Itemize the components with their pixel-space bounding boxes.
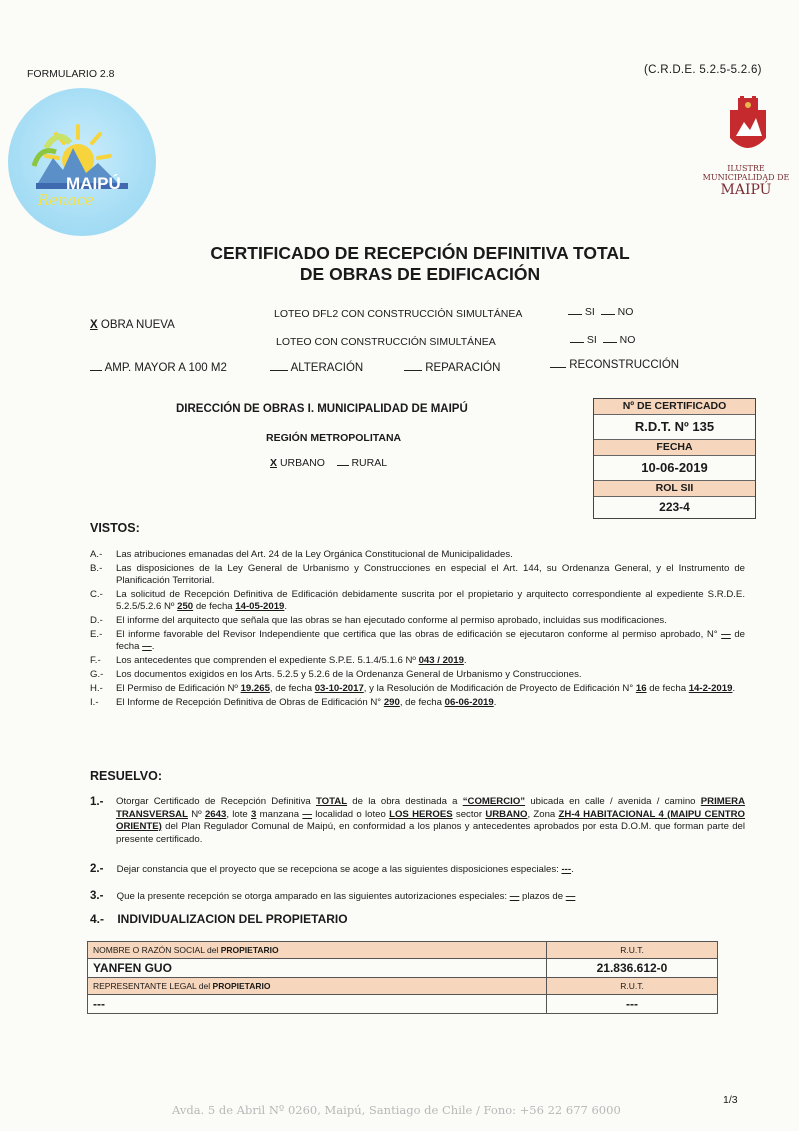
logo-graphic-icon — [8, 88, 156, 236]
item-text: El Permiso de Edificación Nº — [116, 683, 238, 694]
maipu-renace-logo — [8, 88, 156, 236]
vistos-item-i — [90, 697, 745, 709]
rep-rut-value: --- — [547, 995, 718, 1014]
item-text: plazos de — [522, 891, 564, 902]
crest-line-2: MUNICIPALIDAD DE — [702, 173, 790, 182]
resuelvo-item-1 — [90, 796, 745, 846]
spe-number: 043 / 2019 — [418, 655, 464, 666]
rural-label: RURAL — [351, 457, 388, 469]
table-row — [88, 995, 718, 1014]
loteo-cons-options — [570, 334, 635, 346]
crest-line-3: MAIPÚ — [720, 182, 772, 198]
si-label: SI — [584, 306, 595, 318]
item-text: . — [732, 683, 736, 694]
item-text: , de fecha — [269, 683, 313, 694]
item-text: . — [571, 864, 574, 875]
option-alteracion — [270, 362, 363, 374]
item-text: , y la Resolución de Modificación de Proyecto de Edificación N° — [363, 683, 634, 694]
item-text: . — [463, 655, 467, 666]
item-key: C.- — [90, 589, 103, 600]
zona-value: ZH-4 HABITACIONAL 4 (MAIPU CENTRO ORIENTE) — [116, 808, 746, 832]
owner-section-title: INDIVIDUALIZACION DEL PROPIETARIO — [117, 912, 348, 926]
rep-name-value: --- — [88, 995, 547, 1014]
owner-name-header — [88, 942, 547, 959]
cert-num-value: R.D.T. Nº 135 — [594, 415, 755, 440]
vistos-list — [90, 549, 745, 709]
vistos-item-f — [90, 655, 745, 667]
permiso-number: 19.265 — [240, 683, 270, 694]
item-text: , de fecha — [399, 697, 442, 708]
item-key: 3.- — [90, 890, 104, 902]
header-text: REPRESENTANTE LEGAL del — [93, 981, 211, 991]
lote-value: 3 — [251, 808, 257, 820]
vistos-item-e — [90, 629, 745, 653]
item-key: E.- — [90, 629, 103, 640]
item-text: La solicitud de Recepción Definitiva de Edificación debidamente suscrita por el propietario y arquitecto correspondiente al expediente S.R.D.E. 5.2.5/5.2.6 Nº — [116, 589, 745, 612]
informe-date: 06-06-2019 — [444, 697, 494, 708]
cert-rol-value: 223-4 — [659, 500, 690, 514]
crest-line-1: ILUSTRE — [727, 164, 765, 173]
item-text: . — [151, 641, 155, 652]
title-line-1: CERTIFICADO DE RECEPCIÓN DEFINITIVA TOTAL — [210, 243, 630, 263]
resuelvo-item-3 — [90, 890, 575, 903]
owner-name-value: YANFEN GUO — [88, 959, 547, 978]
item-text: Dejar constancia que el proyecto que se recepciona se acoge a las siguientes disposiciones especiales: — [116, 864, 559, 875]
vistos-heading: VISTOS: — [90, 521, 140, 535]
item-text: Nº — [191, 808, 202, 820]
item-text: de fecha — [195, 601, 233, 612]
disposiciones-value: --- — [561, 864, 572, 875]
permiso-date: 03-10-2017 — [314, 683, 364, 694]
loteo-dfl2-options — [568, 306, 633, 318]
header-text-bold: PROPIETARIO — [212, 981, 271, 991]
form-code: FORMULARIO 2.8 — [27, 68, 115, 80]
item-key: B.- — [90, 563, 103, 574]
no-label: NO — [617, 306, 634, 318]
owner-rut-header: R.U.T. — [547, 942, 718, 959]
item-text: de la obra destinada a — [352, 796, 458, 807]
cert-fecha-value: 10-06-2019 — [594, 456, 755, 481]
vistos-item-g — [90, 669, 745, 681]
obra-nueva-label: OBRA NUEVA — [100, 319, 175, 331]
calle-value: PRIMERA TRANSVERSAL — [116, 796, 746, 820]
item-key: 4.- — [90, 912, 105, 926]
item-text: Los antecedentes que comprenden el expediente S.P.E. 5.1.4/5.1.6 Nº — [116, 655, 416, 666]
item-text: . — [493, 697, 497, 708]
rep-name-header — [88, 978, 547, 995]
si-label: SI — [586, 334, 597, 346]
vistos-item-h — [90, 683, 745, 695]
recepcion-tipo: TOTAL — [315, 796, 348, 807]
option-reconstruccion — [550, 359, 679, 371]
item-text: El informe del arquitecto que señala que las obras se han ejecutado conforme al permiso aprobado, incluidas sus modificaciones. — [116, 615, 667, 626]
cert-rol-label: ROL SII — [594, 481, 755, 497]
item-text: del Plan Regulador Comunal de Maipú, en conformidad a los planos y antecedentes aprobados por esta D.O.M. que forman parte del presente certificado. — [116, 821, 746, 845]
cert-num-label: Nº DE CERTIFICADO — [594, 399, 755, 415]
option-amp-mayor — [90, 362, 227, 374]
modificacion-date: 14-2-2019 — [688, 683, 733, 694]
item-key: G.- — [90, 669, 104, 680]
loteo-value: LOS HEROES — [389, 808, 453, 820]
loteo-dfl2-label: LOTEO DFL2 CON CONSTRUCCIÓN SIMULTÁNEA — [274, 308, 523, 320]
resuelvo-1-text — [90, 796, 745, 846]
item-text: Otorgar Certificado de Recepción Definitiva — [116, 796, 311, 807]
obra-nueva-mark: X — [90, 319, 98, 331]
vistos-item-b — [90, 563, 745, 587]
expediente-number: 250 — [177, 601, 194, 612]
item-key: I.- — [90, 697, 99, 708]
item-text: localidad o loteo — [315, 808, 386, 820]
item-text: Que la presente recepción se otorga amparado en las siguientes autorizaciones especiales: — [116, 891, 508, 902]
header-text: NOMBRE O RAZÓN SOCIAL del — [93, 945, 219, 955]
item-text: sector — [455, 808, 483, 820]
vistos-item-c — [90, 589, 745, 613]
logo-text-renace: Renace — [38, 191, 95, 209]
revisor-date: — — [142, 641, 152, 652]
informe-number: 290 — [383, 697, 400, 708]
resuelvo-heading: RESUELVO: — [90, 769, 162, 783]
item-key: 1.- — [90, 796, 104, 808]
item-text: . — [284, 601, 288, 612]
item-key: 2.- — [90, 863, 104, 875]
table-row — [88, 978, 718, 995]
table-row — [88, 959, 718, 978]
item-text: ubicada en calle / avenida / camino — [530, 796, 696, 807]
amp-mayor-label: AMP. MAYOR A 100 M2 — [104, 362, 227, 374]
loteo-cons-label: LOTEO CON CONSTRUCCIÓN SIMULTÁNEA — [276, 336, 496, 348]
item-text: de fecha — [116, 629, 745, 652]
vistos-item-d — [90, 615, 745, 627]
no-label: NO — [619, 334, 636, 346]
item-key: D.- — [90, 615, 103, 626]
item-key: H.- — [90, 683, 103, 694]
cert-fecha-label: FECHA — [594, 440, 755, 456]
item-text: , lote — [226, 808, 248, 820]
option-obra-nueva — [90, 319, 175, 331]
logo-text-maipu: MAIPÚ — [66, 174, 121, 193]
rep-rut-header: R.U.T. — [547, 978, 718, 995]
urbano-mark: X — [270, 457, 278, 469]
autorizaciones-value: — — [509, 891, 520, 902]
crde-code: (C.R.D.E. 5.2.5-5.2.6) — [644, 64, 762, 76]
plazos-value: — — [565, 891, 576, 902]
item-text: de fecha — [649, 683, 687, 694]
table-row — [88, 942, 718, 959]
title-line-2: DE OBRAS DE EDIFICACIÓN — [299, 264, 541, 284]
footer-address: Avda. 5 de Abril Nº 0260, Maipú, Santiago de Chile / Fono: +56 22 677 6000 — [172, 1103, 621, 1117]
numero-value: 2643 — [204, 808, 227, 820]
urbano-rural-options — [270, 457, 387, 469]
option-reparacion — [404, 362, 500, 374]
item-text: , Zona — [527, 808, 556, 820]
region-label: REGIÓN METROPOLITANA — [266, 432, 402, 444]
item-key: A.- — [90, 549, 103, 560]
revisor-number: — — [721, 629, 731, 640]
modificacion-number: 16 — [635, 683, 647, 694]
resuelvo-item-2 — [90, 863, 574, 876]
crest-caption — [700, 164, 792, 198]
reparacion-label: REPARACIÓN — [425, 362, 501, 374]
direccion-title: DIRECCIÓN DE OBRAS I. MUNICIPALIDAD DE MAIPÚ — [176, 403, 468, 415]
item-text: manzana — [259, 808, 300, 820]
item-key: F.- — [90, 655, 101, 666]
item-text: El Informe de Recepción Definitiva de Obras de Edificación N° — [116, 697, 382, 708]
owner-table — [87, 941, 718, 1014]
vistos-item-a — [90, 549, 745, 561]
manzana-value: — — [302, 808, 312, 820]
item-text: El informe favorable del Revisor Independiente que certifica que las obras de edificación se ejecutaron conforme al permiso aprobado, N° — [116, 629, 718, 640]
sector-value: URBANO — [485, 808, 528, 820]
item-text: Las atribuciones emanadas del Art. 24 de la Ley Orgánica Constitucional de Municipalidades. — [116, 549, 513, 560]
resuelvo-item-4 — [90, 912, 348, 926]
item-text: Los documentos exigidos en los Arts. 5.2.5 y 5.2.6 de la Ordenanza General de Urbanismo y Construcciones. — [116, 669, 582, 680]
obra-destino: “COMERCIO” — [462, 796, 526, 807]
page-title — [150, 243, 690, 285]
header-text-bold: PROPIETARIO — [220, 945, 279, 955]
expediente-date: 14-05-2019 — [235, 601, 285, 612]
certificate-box — [593, 398, 756, 519]
urbano-label: URBANO — [279, 457, 325, 469]
owner-rut-value: 21.836.612-0 — [547, 959, 718, 978]
reconstruccion-label: RECONSTRUCCIÓN — [569, 359, 680, 371]
item-text: Las disposiciones de la Ley General de Urbanismo y Construcciones en especial el Art. 144, su Ordenanza General, y el Instrumento de Planificación Territorial. — [116, 563, 745, 586]
page-number: 1/3 — [723, 1094, 738, 1106]
alteracion-label: ALTERACIÓN — [290, 362, 364, 374]
municipal-crest-icon — [726, 96, 770, 160]
